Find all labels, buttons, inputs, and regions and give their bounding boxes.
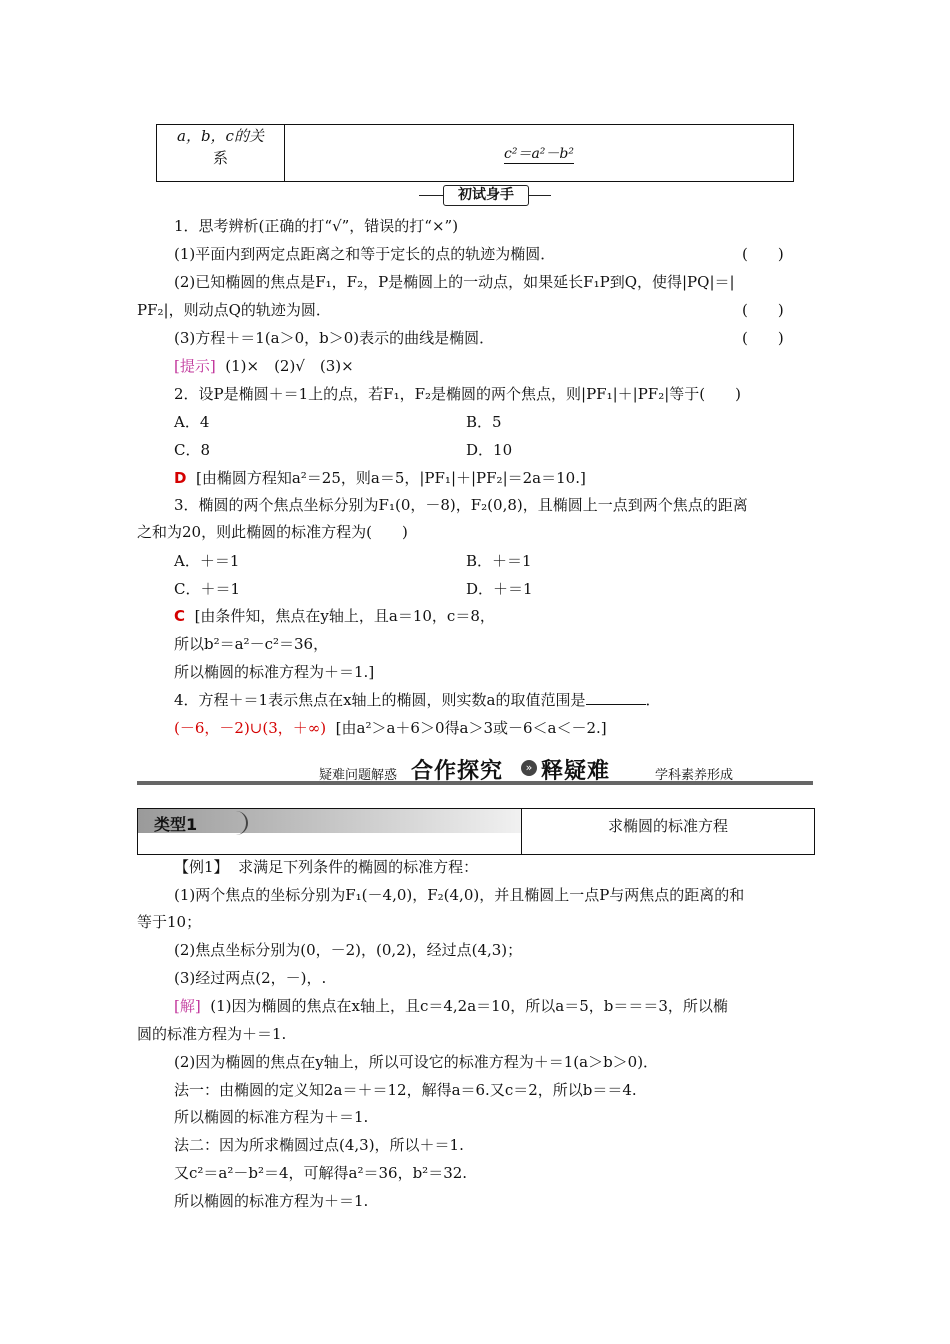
q3-explanation-line3: 所以椭圆的标准方程为＋＝1.] xyxy=(174,663,375,681)
q1-item2-line1: (2)已知椭圆的焦点是F₁，F₂，P是椭圆上的一动点，如果延长F₁P到Q，使得|PQ|＝| xyxy=(174,273,735,291)
q3-stem-line2: 之和为20，则此椭圆的标准方程为( ) xyxy=(137,523,408,541)
q2-option-d: D．10 xyxy=(466,441,513,459)
q1-stem: 1．思考辨析(正确的打“√”，错误的打“×”) xyxy=(174,217,459,235)
q4-stem-text: 4．方程＋＝1表示焦点在x轴上的椭圆，则实数a的取值范围是 xyxy=(174,691,586,709)
divider-left-caption: 疑难问题解惑 xyxy=(319,768,398,783)
q4-answer xyxy=(174,718,607,738)
example1-stem: 求满足下列条件的椭圆的标准方程： xyxy=(238,858,479,876)
solution-part1-line2: 圆的标准方程为＋＝1. xyxy=(137,1025,287,1043)
divider-right-caption: 学科素养形成 xyxy=(655,768,734,783)
type-label: 类型1 xyxy=(154,815,198,834)
example1-cond2: (2)焦点坐标分别为(0，－2)，(0,2)，经过点(4,3)； xyxy=(174,941,523,959)
section-banner-label: 初试身手 xyxy=(443,185,529,206)
banner-rule-right xyxy=(527,195,551,196)
solution-method2-line3: 所以椭圆的标准方程为＋＝1. xyxy=(174,1192,369,1210)
relation-formula: c²＝a²－b² xyxy=(504,143,574,164)
q2-option-c: C．8 xyxy=(174,441,211,459)
q1-item3: (3)方程＋＝1(a＞0，b＞0)表示的曲线是椭圆． xyxy=(174,329,495,347)
q1-item2-paren: ( ) xyxy=(742,301,784,319)
q1-item1-paren: ( ) xyxy=(742,245,784,263)
solution-method1-line2: 所以椭圆的标准方程为＋＝1. xyxy=(174,1108,369,1126)
q2-answer xyxy=(174,468,586,488)
example1-cond3: (3)经过两点(2，－)，. xyxy=(174,969,327,987)
q3-answer-letter: C xyxy=(174,607,186,625)
q2-option-a: A．4 xyxy=(174,413,210,431)
q2-option-b: B．5 xyxy=(466,413,502,431)
relation-label-line1: a，b，c的关 xyxy=(177,127,264,145)
q4-answer-blank xyxy=(586,690,646,705)
q4-stem-end: ． xyxy=(645,691,661,709)
relation-label-line2: 系 xyxy=(212,149,228,167)
hint-tag: [提示] xyxy=(174,357,216,375)
q3-answer xyxy=(174,606,495,626)
q2-stem: 2．设P是椭圆＋＝1上的点，若F₁，F₂是椭圆的两个焦点，则|PF₁|＋|PF₂|等于( ) xyxy=(174,385,741,403)
type-box xyxy=(137,808,815,855)
q2-answer-letter: D xyxy=(174,469,187,487)
q1-item1: (1)平面内到两定点距离之和等于定长的点的轨迹为椭圆． xyxy=(174,245,556,263)
solution-method2-line1: 法二：因为所求椭圆过点(4,3)，所以＋＝1. xyxy=(174,1136,464,1154)
q2-explanation: [由椭圆方程知a²＝25，则a＝5，|PF₁|＋|PF₂|＝2a＝10.] xyxy=(196,469,586,487)
type-title: 求椭圆的标准方程 xyxy=(607,817,728,835)
example1-cond1-line1: (1)两个焦点的坐标分别为F₁(－4,0)，F₂(4,0)，并且椭圆上一点P与两焦点的距离的和 xyxy=(174,886,745,904)
q4-explanation: [由a²＞a＋6＞0得a＞3或－6＜a＜－2.] xyxy=(335,719,607,737)
q1-item2-line2: PF₂|，则动点Q的轨迹为圆． xyxy=(137,301,331,319)
relation-table-formula-cell xyxy=(285,125,793,181)
chapter-divider-band xyxy=(137,760,813,786)
solution-part1-line1: (1)因为椭圆的焦点在x轴上，且c＝4,2a＝10，所以a＝5，b＝＝＝3，所以椭 xyxy=(210,997,728,1015)
q4-stem xyxy=(174,690,661,710)
q3-option-d: D．＋＝1 xyxy=(466,580,533,598)
example1-header xyxy=(174,857,478,877)
q3-stem-line1: 3．椭圆的两个焦点坐标分别为F₁(0，－8)，F₂(0,8)，且椭圆上一点到两个焦点的距离 xyxy=(174,496,748,514)
q1-hint xyxy=(174,356,354,376)
q3-option-b: B．＋＝1 xyxy=(466,552,532,570)
solution-tag: [解] xyxy=(174,997,201,1015)
section-banner-trial xyxy=(419,185,551,205)
relation-table-label-cell xyxy=(157,125,285,181)
divider-main-title-1: 合作探究 xyxy=(411,759,504,784)
q3-explanation-line2: 所以b²＝a²－c²＝36， xyxy=(174,635,329,653)
solution-method2-line2: 又c²＝a²－b²＝4，可解得a²＝36，b²＝32. xyxy=(174,1164,468,1182)
q3-explanation-line1: [由条件知，焦点在y轴上，且a＝10，c＝8， xyxy=(194,607,495,625)
divider-main-title-2: 释疑难 xyxy=(541,759,611,784)
example1-cond1-line2: 等于10； xyxy=(137,913,202,931)
banner-rule-left xyxy=(419,195,443,196)
q4-answer-value: (－6，－2)∪(3，＋∞) xyxy=(174,719,327,737)
solution-method1-line1: 法一：由椭圆的定义知2a＝＋＝12，解得a＝6.又c＝2，所以b＝＝4. xyxy=(174,1081,637,1099)
solution-line1 xyxy=(174,996,728,1016)
solution-part2: (2)因为椭圆的焦点在y轴上，所以可设它的标准方程为＋＝1(a＞b＞0)． xyxy=(174,1053,659,1071)
relation-table xyxy=(156,124,794,182)
chevron-right-icon: » xyxy=(521,760,537,776)
q3-option-c: C．＋＝1 xyxy=(174,580,241,598)
example1-tag: 【例1】 xyxy=(174,858,229,876)
hint-text: (1)× (2)√ (3)× xyxy=(225,357,354,375)
q1-item3-paren: ( ) xyxy=(742,329,784,347)
q3-option-a: A．＋＝1 xyxy=(174,552,240,570)
